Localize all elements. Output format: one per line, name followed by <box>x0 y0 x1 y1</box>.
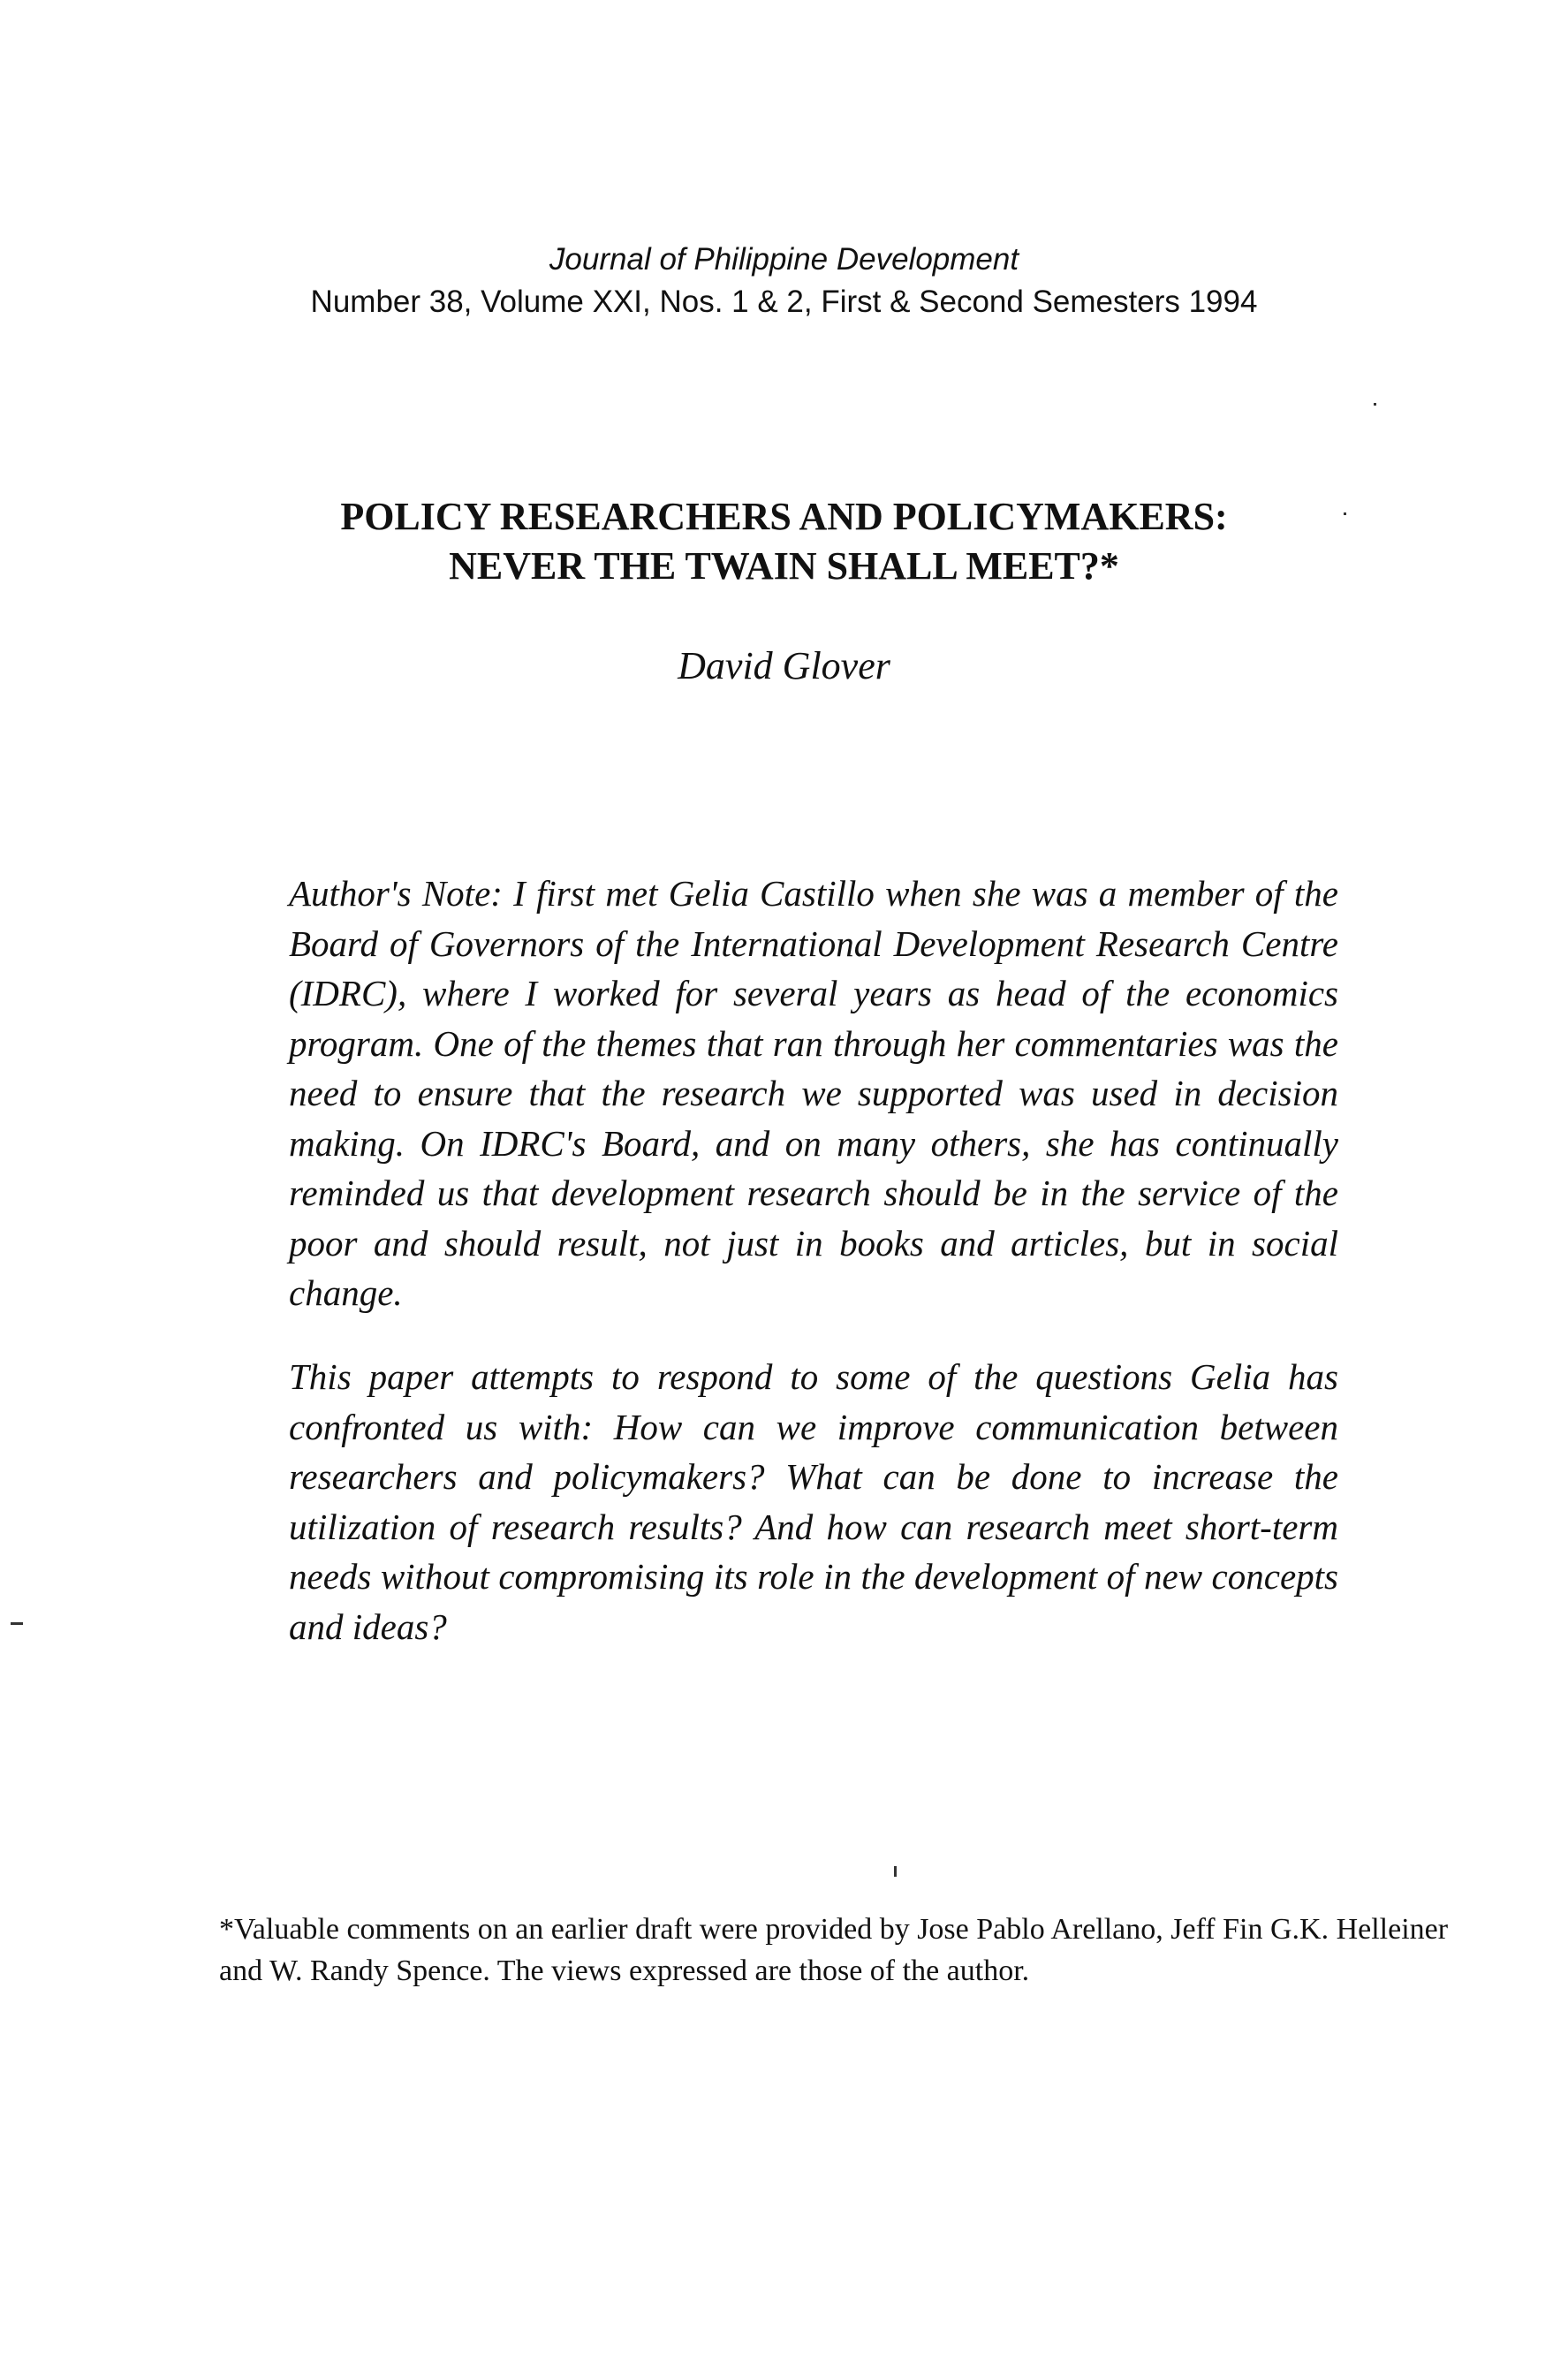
scan-speck <box>1374 403 1376 406</box>
scan-speck <box>1344 512 1346 515</box>
authors-note-paragraph-1: Author's Note: I first met Gelia Castillo when she was a member of the Board of Governors of the International Development Research Centre (IDRC), where I worked for several years as head of the economics program. One of the themes that ran through her commentaries was the need to ensure that the research we supported was used in decision making. On IDRC's Board, and on many others, she has continually reminded us that development research should be in the service of the poor and should result, not just in books and articles, but in social change. <box>289 873 1338 1313</box>
journal-name: Journal of Philippine Development <box>549 242 1019 277</box>
article-title-line-2: NEVER THE TWAIN SHALL MEET?* <box>449 544 1119 588</box>
scan-speck <box>894 1866 897 1877</box>
article-author: David Glover <box>678 644 890 687</box>
journal-issue: Number 38, Volume XXI, Nos. 1 & 2, First & Second Semesters 1994 <box>310 285 1258 319</box>
article-title-line-1: POLICY RESEARCHERS AND POLICYMAKERS: <box>340 495 1228 538</box>
footnote: *Valuable comments on an earlier draft were provided by Jose Pablo Arellano, Jeff Fin G.K. Helleiner and W. Randy Spence. The views expressed are those of the author. <box>219 1913 1449 1987</box>
authors-note-paragraph-2: This paper attempts to respond to some of the questions Gelia has confronted us with: How can we improve communication between researchers and policymakers? What can be done to increase the utilization of research results? And how can research meet short-term needs without compromising its role in the development of new concepts and ideas? <box>289 1356 1338 1647</box>
scan-speck <box>11 1622 23 1625</box>
